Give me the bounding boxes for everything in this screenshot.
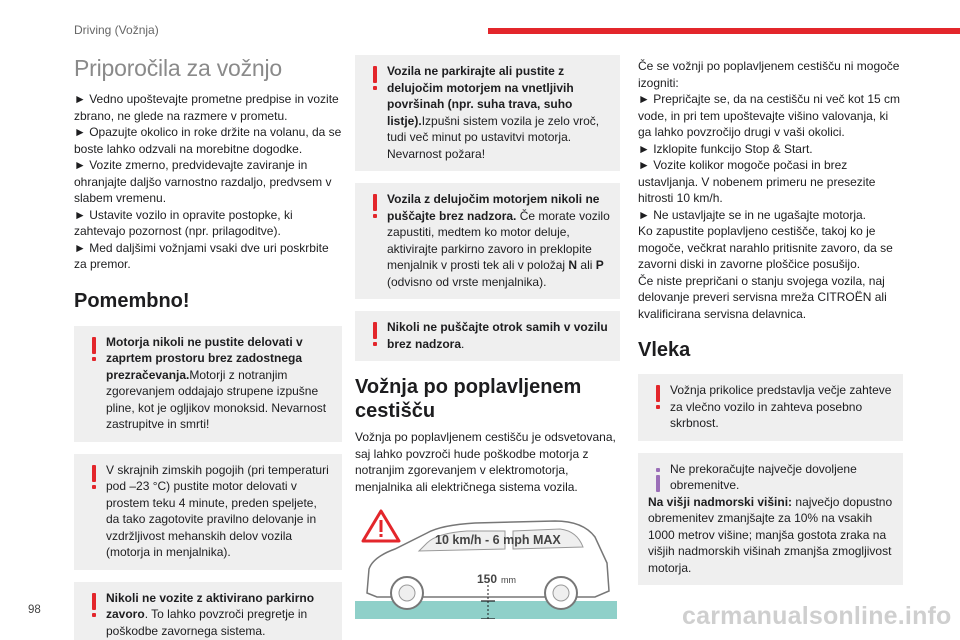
header-title: Driving (Vožnja)	[74, 23, 159, 37]
warning-icon	[86, 465, 102, 493]
warning-text: V skrajnih zimskih pogojih (pri temperaturi pod –23 °C) pustite motor delovati v prostem teku 4 minute, preden speljete, da tako zagotovite pravilno delovanje in vzdržljivost mehanskih delov vozila (motorja in menjalnika).	[106, 462, 329, 559]
warning-box-flammable	[355, 55, 620, 171]
warning-text-b: ali	[577, 258, 596, 272]
warning-icon	[367, 66, 383, 94]
warning-bold: Motorja nikoli ne pustite delovati v zaprtem prostoru brez zadostnega prezračevanja.	[106, 334, 303, 382]
depth-value: 150	[477, 572, 498, 586]
column-2	[355, 55, 620, 619]
warning-box-ventilation	[74, 326, 342, 442]
warning-text: Izpušni sistem vozila je zelo vroč, tudi več minut po ustavitvi motorja. Nevarnost požara!	[387, 113, 600, 161]
info-icon	[650, 464, 666, 492]
section-heading-driving-tips: Priporočila za vožnjo	[74, 55, 283, 81]
warning-box-unattended	[355, 183, 620, 299]
warning-text: .	[461, 336, 465, 351]
warning-text: . To lahko povzroči pregretje in poškodbe zavornega sistema.	[106, 607, 308, 638]
flood-bullet-4: ► Ne ustavljajte se in ne ugašajte motorja.	[638, 207, 866, 222]
bullet-4: ► Ustavite vozilo in opravite postopke, ki zahtevajo pozornost (npr. prilagoditve).	[74, 207, 293, 238]
info-box-load	[638, 453, 903, 586]
info-bold: Na višji nadmorski višini:	[648, 494, 793, 509]
info-text: Ne prekoračujte največje dovoljene obremenitve.	[670, 461, 857, 492]
column-1	[74, 55, 342, 640]
flood-illustration	[355, 507, 617, 619]
bullet-5: ► Med daljšimi vožnjami vsaki dve uri poskrbite za premor.	[74, 240, 329, 271]
bullet-2: ► Opazujte okolico in roke držite na volanu, da se boste lahko odzvali na morebitne dogodke.	[74, 125, 342, 156]
warning-icon	[367, 194, 383, 222]
flood-bullet-1: ► Prepričajte se, da na cestišču ni več kot 15 cm vode, in pri tem upoštevajte višino valovanja, ki ga lahko povzročijo drugi v vaši okolici.	[638, 92, 900, 139]
warning-icon	[86, 593, 102, 621]
warning-icon	[650, 385, 666, 413]
warning-bold: Nikoli ne puščajte otrok samih v vozilu brez nadzora	[387, 320, 608, 351]
header-accent-bar	[488, 28, 960, 34]
warning-bold: Vozila ne parkirajte ali pustite z delujočim motorjem na vnetljivih površinah (npr. suha trava, suho listje).	[387, 64, 574, 128]
warning-text-c: (odvisno od vrste menjalnika).	[387, 274, 547, 289]
speed-label: 10 km/h - 6 mph MAX	[435, 533, 561, 547]
warning-box-parking-brake	[74, 582, 342, 640]
info-rest: največjo dopustno obremenitev zmanjšajte za 10% na vsakih 1000 metrov višine; manjša gostota zraka na višjih nadmorskih višinah zmanjša zmogljivost motorja.	[648, 494, 893, 575]
warning-icon	[86, 337, 102, 365]
flood-intro: Če se vožnji po poplavljenem cestišču ni mogoče izogniti:	[638, 59, 900, 90]
warning-box-trailer	[638, 374, 903, 441]
warning-triangle-icon	[363, 511, 399, 541]
page-number: 98	[28, 604, 41, 616]
flood-bullet-3: ► Vozite kolikor mogoče počasi in brez ustavljanja. V nobenem primeru ne presezite hitrosti 10 km/h.	[638, 158, 876, 205]
flood-heading: Vožnja po poplavljenem cestišču	[355, 376, 582, 422]
depth-unit: mm	[501, 575, 516, 585]
warning-bold: Vozila z delujočim motorjem nikoli ne puščajte brez nadzora.	[387, 192, 600, 223]
flood-para-2: Če niste prepričani o stanju svojega vozila, naj delovanje preveri servisna mreža CITROËN ali kvalificirana servisna delavnica.	[638, 273, 887, 321]
bullet-3: ► Vozite zmerno, predvidevajte zaviranje in ohranjajte daljšo varnostno razdaljo, predvsem v slabem vremenu.	[74, 158, 332, 205]
warning-text: Vožnja prikolice predstavlja večje zahteve za vlečno vozilo in zahteva posebno skrbnost.	[670, 383, 892, 430]
warning-text: Motorji z notranjim zgorevanjem oddajajo strupene izpušne pline, kot je ogljikov monoksid. Nevarnost zastrupitve in smrti!	[106, 367, 327, 431]
flood-bullet-2: ► Izklopite funkcijo Stop & Start.	[638, 141, 813, 156]
warning-icon	[367, 322, 383, 350]
warning-bold: Nikoli ne vozite z aktivirano parkirno zavoro	[106, 590, 315, 621]
flood-para-1: Ko zapustite poplavljeno cestišče, takoj ko je mogoče, večkrat narahlo pritisnite zavoro, da se zavorni diski in zavorne ploščice posušijo.	[638, 224, 893, 271]
important-heading: Pomembno!	[74, 289, 190, 312]
gear-p: P	[595, 258, 604, 272]
column-3	[638, 58, 903, 585]
flood-text: Vožnja po poplavljenem cestišču je odsvetovana, saj lahko povzroči hude poškodbe motorja z notranjim zgorevanjem v elektromotorja, menjalnika ali električnega sistema vozila.	[355, 430, 616, 494]
gear-n: N	[568, 258, 578, 272]
warning-box-winter	[74, 454, 342, 570]
bullet-1: ► Vedno upoštevajte prometne predpise in vozite zbrano, ne glede na razmere v prometu.	[74, 92, 339, 123]
watermark: carmanualsonline.info	[682, 602, 952, 630]
flood-svg	[355, 507, 617, 619]
warning-box-children	[355, 311, 620, 361]
warning-text: Če morate vozilo zapustiti, medtem ko motor deluje, aktivirajte parkirno zavoro in preklopite menjalnik v prosti tek ali v položaj	[387, 208, 610, 272]
towing-heading: Vleka	[638, 339, 691, 361]
